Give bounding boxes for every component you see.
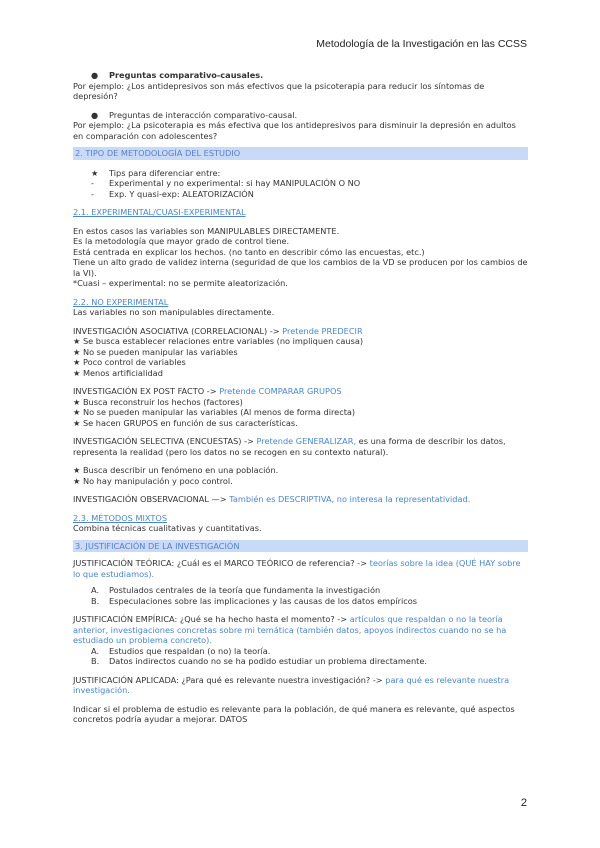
investigation-heading: INVESTIGACIÓN OBSERVACIONAL —> También es DESCRIPTIVA, no interesa la representatividad. (73, 494, 471, 504)
paragraph-line: Indicar si el problema de estudio es relevante para la población, de qué manera es relevante, qué aspectos concretos podría ayudar a mejorar. DATOS (73, 703, 515, 724)
paragraph-line: Es la metodología que mayor grado de control tiene. (73, 236, 290, 246)
subsection-heading: 2.3. MÉTODOS MIXTOS (73, 512, 168, 523)
dash-item: - Exp. Y quasi-exp: ALEATORIZACIÓN (91, 188, 254, 199)
list-item: A. Postulados centrales de la teoría que fundamenta la investigación (91, 585, 381, 595)
tip-item: ★ Tips para diferenciar entre: (91, 167, 221, 178)
paragraph-line: Está centrada en explicar los hechos. (no tanto en describir cómo las encuestas, etc.) (73, 246, 425, 257)
paragraph-line: En estos casos las variables son MANIPULABLES DIRECTAMENTE. (73, 225, 340, 236)
bullet-item: ● Preguntas de interacción comparativo-causal. (91, 109, 298, 120)
example-text: Por ejemplo: ¿Los antidepresivos son más efectivos que la psicoterapia para reducir los síntomas de depresión? (73, 80, 485, 101)
example-text: Por ejemplo: ¿La psicoterapia es más efectiva que los antidepresivos para disminuir la depresión en adultos en comparación con adolescentes? (73, 120, 516, 141)
bullet-icon: ● (91, 109, 99, 120)
star-item: ★ Busca reconstruir los hechos (factores) (73, 396, 243, 407)
bullet-item: ● Preguntas comparativo-causales. (91, 70, 264, 80)
paragraph-line: Las variables no son manipulables directamente. (73, 307, 275, 317)
list-item: A. Estudios que respaldan (o no) la teoría. (91, 645, 271, 656)
section-heading: 3. JUSTIFICACIÓN DE LA INVESTIGACIÓN (73, 540, 528, 553)
justification-heading: JUSTIFICACIÓN TEÓRICA: ¿Cuál es el MARCO TEÓRICO de referencia? -> teorías sobre la idea (QUÉ HAY sobre lo que estudiamos). (73, 558, 521, 579)
star-item: ★ No se pueden manipular las variables (73, 346, 238, 357)
paragraph-line: Combina técnicas cualitativas y cuantitativas. (73, 523, 262, 533)
star-item: ★ No se pueden manipular las variables (Al menos de forma directa) (73, 407, 356, 417)
dash-item: - Experimental y no experimental: si hay MANIPULACIÓN O NO (91, 178, 361, 188)
star-icon: ★ (91, 167, 99, 178)
justification-heading: JUSTIFICACIÓN APLICADA: ¿Para qué es relevante nuestra investigación? -> para qué es relevante nuestra investigación. (73, 674, 510, 695)
investigation-heading: INVESTIGACIÓN EX POST FACTO -> Pretende COMPARAR GRUPOS (73, 386, 342, 396)
document-body (73, 70, 528, 725)
list-item: B. Especulaciones sobre las implicaciones y las causas de los datos empíricos (91, 595, 418, 606)
bullet-icon: ● (91, 70, 99, 80)
justification-heading: JUSTIFICACIÓN EMPÍRICA: ¿Qué se ha hecho hasta el momento? -> artículos que respaldan o no la teoría anterior, investigaciones concretas sobre mi temática (también datos, apoyos indirectos cuando no se ha estudiado un problema concreto). (73, 614, 507, 645)
paragraph-line: Tiene un alto grado de validez interna (seguridad de que los cambios de la VD se producen por los cambios de la VI). (73, 257, 528, 278)
investigation-heading: INVESTIGACIÓN SELECTIVA (ENCUESTAS) -> Pretende GENERALIZAR, es una forma de describir los datos, representa la realidad (pero los datos no se recogen en su contexto natural). (73, 436, 506, 457)
paragraph-line: *Cuasi – experimental: no se permite aleatorización. (73, 278, 288, 288)
star-item: ★ Se busca establecer relaciones entre variables (no impliquen causa) (73, 336, 364, 346)
star-item: ★ Busca describir un fenómeno en una población. (73, 465, 279, 475)
investigation-heading: INVESTIGACIÓN ASOCIATIVA (CORRELACIONAL) -> Pretende PREDECIR (73, 325, 363, 336)
subsection-heading: 2.2. NO EXPERIMENTAL (73, 296, 169, 307)
page-number: 2 (520, 797, 527, 809)
star-item: ★ No hay manipulación y poco control. (73, 475, 233, 486)
star-item: ★ Menos artificialidad (73, 367, 163, 378)
page-header: Metodología de la Investigación en las CCSS (316, 38, 527, 50)
section-heading: 2. TIPO DE METODOLOGÍA DEL ESTUDIO (73, 147, 528, 160)
star-item: ★ Poco control de variables (73, 357, 186, 367)
subsection-heading: 2.1. EXPERIMENTAL/CUASI-EXPERIMENTAL (73, 207, 246, 217)
star-item: ★ Se hacen GRUPOS en función de sus características. (73, 417, 298, 428)
list-item: B. Datos indirectos cuando no se ha podido estudiar un problema directamente. (91, 656, 427, 666)
